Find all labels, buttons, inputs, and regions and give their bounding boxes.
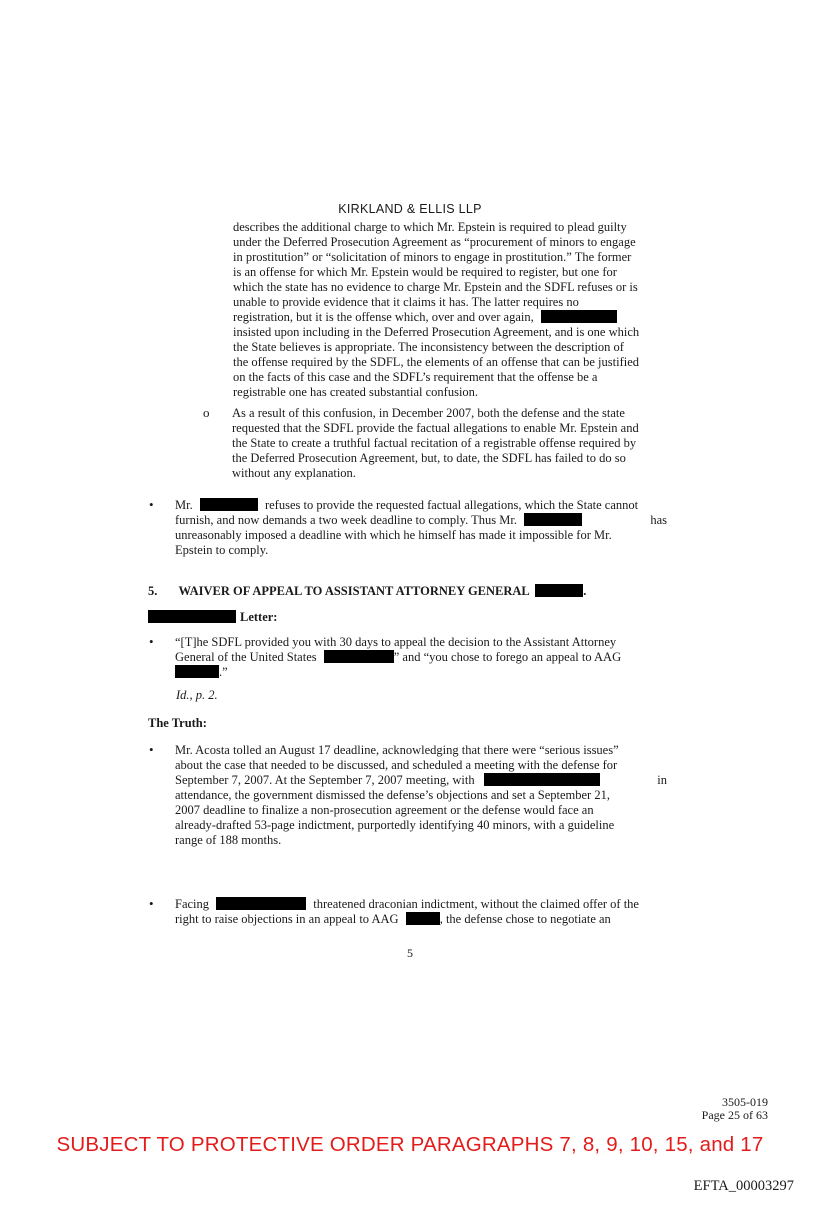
text-line: on the facts of this case and the SDFL’s requirement that the offense be a	[233, 370, 598, 384]
text-fragment: ” and “you chose to forego an appeal to AAG	[393, 650, 622, 664]
text-fragment: in	[657, 773, 667, 787]
paragraph-quote	[175, 635, 667, 680]
text-fragment: threatened draconian indictment, without the claimed offer of the	[313, 897, 639, 911]
text-line	[175, 897, 667, 912]
text-line: As a result of this confusion, in December 2007, both the defense and the state	[232, 406, 625, 420]
paragraph-refuses	[175, 498, 667, 558]
text-fragment: .”	[219, 665, 228, 679]
text-line: the Deferred Prosecution Agreement, but, to date, the SDFL has failed to do so	[232, 451, 626, 465]
text-line: describes the additional charge to which Mr. Epstein is required to plead guilty	[233, 220, 627, 234]
bates-stamp	[702, 1096, 768, 1122]
redaction-box	[148, 610, 236, 623]
section-number: 5.	[148, 584, 158, 598]
text-fragment: has	[650, 513, 667, 527]
paragraph-offense-description	[233, 220, 665, 400]
efta-id: EFTA_00003297	[693, 1178, 794, 1194]
text-fragment: refuses to provide the requested factual allegations, which the State cannot	[264, 498, 639, 512]
text-line: attendance, the government dismissed the defense’s objections and set a September 21,	[175, 788, 610, 802]
text-fragment: registration, but it is the offense which, over and over again,	[233, 310, 534, 324]
redaction-box	[216, 897, 306, 910]
citation: Id., p. 2.	[176, 688, 218, 702]
text-fragment: , the defense chose to negotiate an	[439, 912, 611, 926]
text-line: requested that the SDFL provide the factual allegations to enable Mr. Epstein and	[232, 421, 639, 435]
text-line: unable to provide evidence that it claims it has. The latter requires no	[233, 295, 579, 309]
stamp-page: Page 25 of 63	[701, 1108, 768, 1122]
text-line: 2007 deadline to finalize a non-prosecution agreement or the defense would face an	[175, 803, 594, 817]
section-title: WAIVER OF APPEAL TO ASSISTANT ATTORNEY GENERAL	[178, 584, 530, 598]
redaction-box	[535, 584, 583, 597]
bullet-icon: •	[149, 634, 154, 649]
text-fragment: furnish, and now demands a two week deadline to comply. Thus Mr.	[175, 513, 517, 527]
text-line	[175, 912, 667, 927]
text-line: the State believes is appropriate. The inconsistency between the description of	[233, 340, 624, 354]
text-line: already-drafted 53-page indictment, purportedly identifying 40 minors, with a guideline	[175, 818, 615, 832]
text-line: the offense required by the SDFL, the elements of an offense that can be justified	[233, 355, 640, 369]
text-line: unreasonably imposed a deadline with which he himself has made it impossible for Mr.	[175, 528, 612, 542]
paragraph-facing	[175, 897, 667, 927]
text-line	[233, 310, 665, 325]
text-fragment: Letter:	[240, 610, 278, 624]
text-fragment: September 7, 2007. At the September 7, 2007 meeting, with	[175, 773, 475, 787]
text-fragment: Facing	[175, 897, 210, 911]
text-line: range of 188 months.	[175, 833, 282, 847]
text-line: in prostitution” or “solicitation of minors to engage in prostitution.” The former	[233, 250, 632, 264]
section-heading	[148, 584, 586, 599]
text-line	[175, 498, 667, 513]
text-line: Epstein to comply.	[175, 543, 269, 557]
redaction-box	[406, 912, 440, 925]
text-fragment: General of the United States	[175, 650, 317, 664]
bullet-icon: •	[149, 497, 154, 512]
text-line	[175, 650, 667, 665]
text-line: which the state has no evidence to charge Mr. Epstein and the SDFL refuses or is	[233, 280, 638, 294]
text-line: “[T]he SDFL provided you with 30 days to appeal the decision to the Assistant Attorney	[175, 635, 617, 649]
page-number: 5	[407, 946, 413, 960]
redaction-box	[200, 498, 258, 511]
text-line: insisted upon including in the Deferred Prosecution Agreement, and is one which	[233, 325, 640, 339]
text-line: under the Deferred Prosecution Agreement as “procurement of minors to engage	[233, 235, 636, 249]
text-line: Mr. Acosta tolled an August 17 deadline, acknowledging that there were “serious issues”	[175, 743, 619, 757]
paragraph-acosta	[175, 743, 667, 848]
redaction-box	[175, 665, 219, 678]
redaction-box	[324, 650, 394, 663]
redaction-box	[484, 773, 600, 786]
text-fragment: .	[583, 584, 587, 598]
redaction-box	[541, 310, 617, 323]
text-fragment: Mr.	[175, 498, 193, 512]
text-line: without any explanation.	[232, 466, 356, 480]
protective-order-banner: SUBJECT TO PROTECTIVE ORDER PARAGRAPHS 7, 8, 9, 10, 15, and 17	[56, 1133, 764, 1156]
text-line: registrable one has created substantial confusion.	[233, 385, 479, 399]
text-line: the State to create a truthful factual recitation of a registrable offense required by	[232, 436, 637, 450]
text-line	[175, 513, 667, 528]
bullet-icon: •	[149, 896, 154, 911]
letterhead: KIRKLAND & ELLIS LLP	[338, 202, 482, 216]
bullet-icon: •	[149, 742, 154, 757]
truth-heading: The Truth:	[148, 716, 207, 730]
text-fragment: right to raise objections in an appeal to AAG	[175, 912, 399, 926]
stamp-code: 3505-019	[722, 1095, 768, 1109]
text-line	[175, 773, 667, 788]
letter-label	[148, 610, 277, 625]
sub-bullet-icon: o	[203, 405, 210, 420]
text-line: is an offense for which Mr. Epstein would be required to register, but one for	[233, 265, 617, 279]
text-line	[175, 665, 667, 680]
text-line: about the case that needed to be discussed, and scheduled a meeting with the defense for	[175, 758, 618, 772]
paragraph-confusion	[232, 406, 666, 481]
redaction-box	[524, 513, 582, 526]
